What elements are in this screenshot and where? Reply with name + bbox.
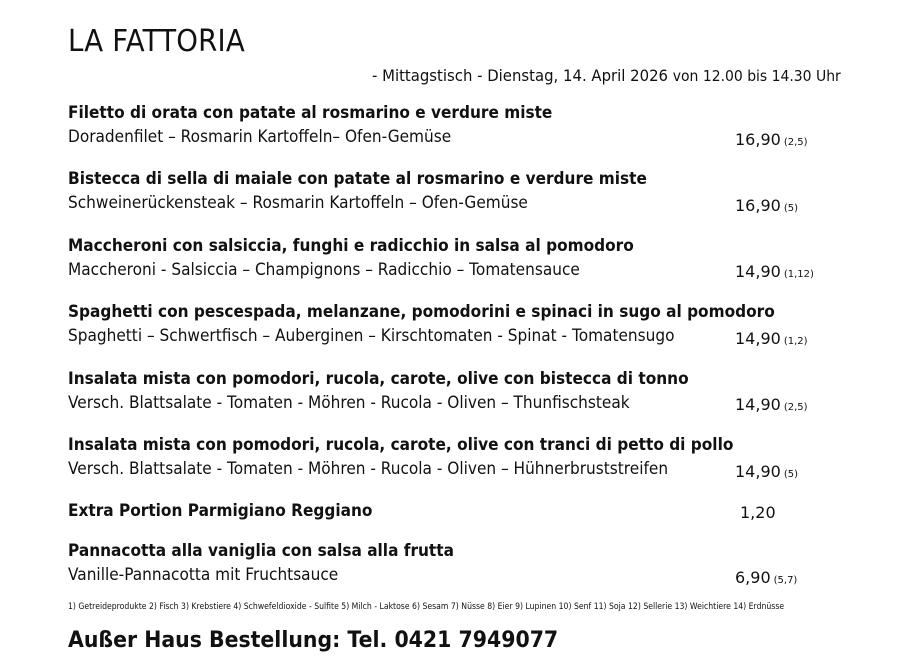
dish-name-german: Spaghetti – Schwertfisch – Auberginen – Kirschtomaten - Spinat - Tomatensugo <box>68 326 675 345</box>
menu-date: - Mittagstisch - Dienstag, 14. April 2026 <box>372 66 669 85</box>
dish-price-row <box>735 395 808 414</box>
dish-price: 16,90 <box>735 130 781 149</box>
dish-price-row <box>740 503 776 522</box>
dish-price-row <box>735 262 814 281</box>
dish-name-german: Doradenfilet – Rosmarin Kartoffeln– Ofen-Gemüse <box>68 127 452 146</box>
allergen-codes: (5) <box>783 469 798 480</box>
dish-price: 6,90 <box>735 568 771 587</box>
allergen-codes: (1,12) <box>783 269 814 280</box>
allergen-codes: (5,7) <box>773 575 798 586</box>
dish-name-german: Versch. Blattsalate - Tomaten - Möhren - Rucola - Oliven – Hühnerbruststreifen <box>68 459 669 478</box>
takeaway-order-phone: Außer Haus Bestellung: Tel. 0421 7949077 <box>68 628 559 653</box>
dish-name-german: Versch. Blattsalate - Tomaten - Möhren - Rucola - Oliven – Thunfischsteak <box>68 393 630 412</box>
dish-name-italian: Spaghetti con pescespada, melanzane, pomodorini e spinaci in sugo al pomodoro <box>68 302 775 321</box>
dish-name-italian: Pannacotta alla vaniglia con salsa alla frutta <box>68 541 454 560</box>
allergen-codes: (2,5) <box>783 137 808 148</box>
dish-price: 14,90 <box>735 395 781 414</box>
dish-name-italian: Insalata mista con pomodori, rucola, carote, olive con tranci di petto di pollo <box>68 435 734 454</box>
allergen-codes: (2,5) <box>783 402 808 413</box>
dish-price: 16,90 <box>735 196 781 215</box>
dish-price: 1,20 <box>740 503 776 522</box>
dish-price-row <box>735 329 808 348</box>
serving-time: von 12.00 bis 14.30 Uhr <box>672 67 841 85</box>
dish-name-german: Maccheroni - Salsiccia – Champignons – Radicchio – Tomatensauce <box>68 260 580 279</box>
dish-price-row <box>735 130 808 149</box>
menu-date-line <box>372 66 841 85</box>
restaurant-title: LA FATTORIA <box>68 24 245 59</box>
dish-price: 14,90 <box>735 462 781 481</box>
dish-name-german: Vanille-Pannacotta mit Fruchtsauce <box>68 565 339 584</box>
dish-price: 14,90 <box>735 262 781 281</box>
dish-name-german: Schweinerückensteak – Rosmarin Kartoffeln – Ofen-Gemüse <box>68 193 528 212</box>
dish-name-italian: Extra Portion Parmigiano Reggiano <box>68 501 373 520</box>
allergen-codes: (5) <box>783 203 798 214</box>
dish-price-row <box>735 196 798 215</box>
dish-price-row <box>735 462 798 481</box>
allergen-codes: (1,2) <box>783 336 808 347</box>
dish-name-italian: Bistecca di sella di maiale con patate al rosmarino e verdure miste <box>68 169 647 188</box>
dish-price-row <box>735 568 797 587</box>
allergen-legend: 1) Getreideprodukte 2) Fisch 3) Krebstiere 4) Schwefeldioxide - Sulfite 5) Milch - Laktose 6) Sesam 7) Nüsse 8) Eier 9) Lupinen 10) Senf 11) Soja 12) Sellerie 13) Weichtiere 14) Erdnüsse <box>68 602 785 612</box>
dish-price: 14,90 <box>735 329 781 348</box>
dish-name-italian: Insalata mista con pomodori, rucola, carote, olive con bistecca di tonno <box>68 369 689 388</box>
dish-name-italian: Maccheroni con salsiccia, funghi e radicchio in salsa al pomodoro <box>68 236 634 255</box>
dish-name-italian: Filetto di orata con patate al rosmarino e verdure miste <box>68 103 553 122</box>
